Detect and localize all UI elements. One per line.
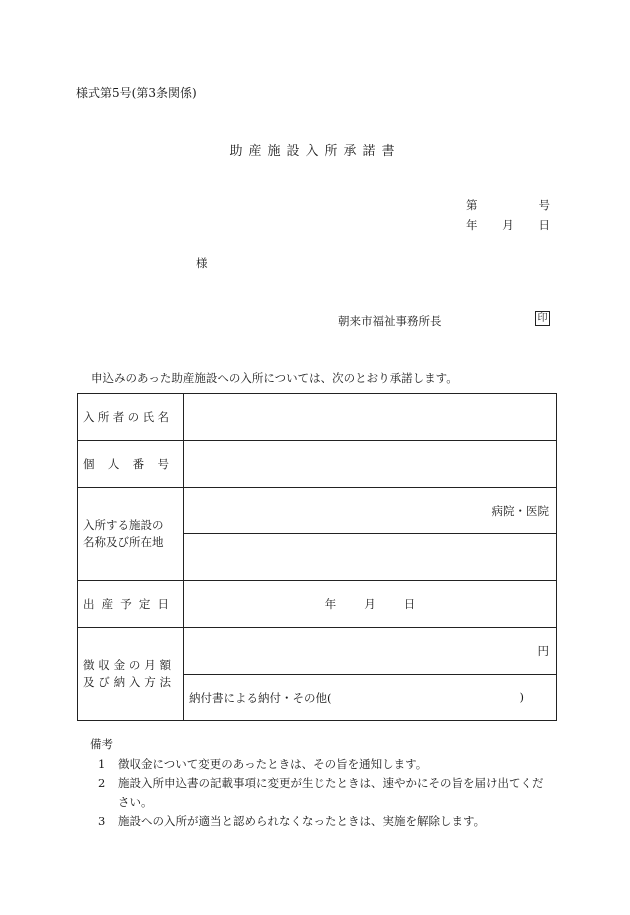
value-fee-amount[interactable]: 円: [184, 628, 557, 675]
value-resident-name[interactable]: [184, 394, 557, 441]
seal-mark: 印: [535, 311, 550, 326]
table-row-facility: [78, 488, 557, 534]
note-item-3: 3 施設への入所が適当と認められなくなったときは、実施を解除します。: [98, 814, 486, 828]
value-personal-number[interactable]: [184, 441, 557, 488]
form-number: 様式第5号(第3条関係): [76, 86, 197, 100]
note-item-2-continued: さい。: [118, 795, 153, 809]
issue-date-year: 年: [466, 218, 478, 232]
table-row-due-date: [78, 581, 557, 628]
label-personal-number: 個 人 番 号: [78, 441, 184, 488]
value-due-date[interactable]: [184, 581, 557, 628]
intro-text: 申込みのあった助産施設への入所については、次のとおり承諾します。: [91, 371, 458, 385]
label-resident-name: 入 所 者 の 氏 名: [78, 394, 184, 441]
value-payment-method[interactable]: [184, 675, 557, 721]
document-title: 助産施設入所承諾書: [229, 144, 401, 159]
issuer-name: 朝来市福祉事務所長: [338, 314, 442, 328]
issue-date-day: 日: [538, 218, 550, 232]
value-facility-address[interactable]: [184, 534, 557, 581]
payment-method-close: ): [519, 689, 524, 704]
due-date-month: 月: [364, 597, 376, 611]
note-item-1: 1 徴収金について変更のあったときは、その旨を通知します。: [98, 757, 428, 771]
table-row-personal-number: [78, 441, 557, 488]
notes-title: 備考: [90, 737, 113, 751]
table-row-resident-name: [78, 394, 557, 441]
label-fee: 徴 収 金 の 月 額 及 び 納 入 方 法: [78, 628, 184, 721]
label-due-date: 出 産 予 定 日: [78, 581, 184, 628]
issue-date: [466, 217, 550, 233]
note-item-2: 2 施設入所申込書の記載事項に変更が生じたときは、速やかにその旨を届け出てくだ: [98, 776, 544, 790]
payment-method-text: 納付書による納付・その他(: [189, 690, 332, 705]
doc-number-suffix: 号: [538, 198, 550, 212]
document-number: [466, 197, 550, 213]
doc-number-prefix: 第: [466, 198, 478, 212]
due-date-day: 日: [403, 597, 416, 611]
consent-form-table: [77, 393, 557, 721]
addressee-suffix: 様: [196, 256, 208, 270]
value-facility-type[interactable]: 病院・医院: [184, 488, 557, 534]
issue-date-month: 月: [502, 218, 514, 232]
due-date-year: 年: [324, 597, 337, 611]
table-row-fee: [78, 628, 557, 675]
label-facility: 入所する施設の 名称及び所在地: [78, 488, 184, 581]
